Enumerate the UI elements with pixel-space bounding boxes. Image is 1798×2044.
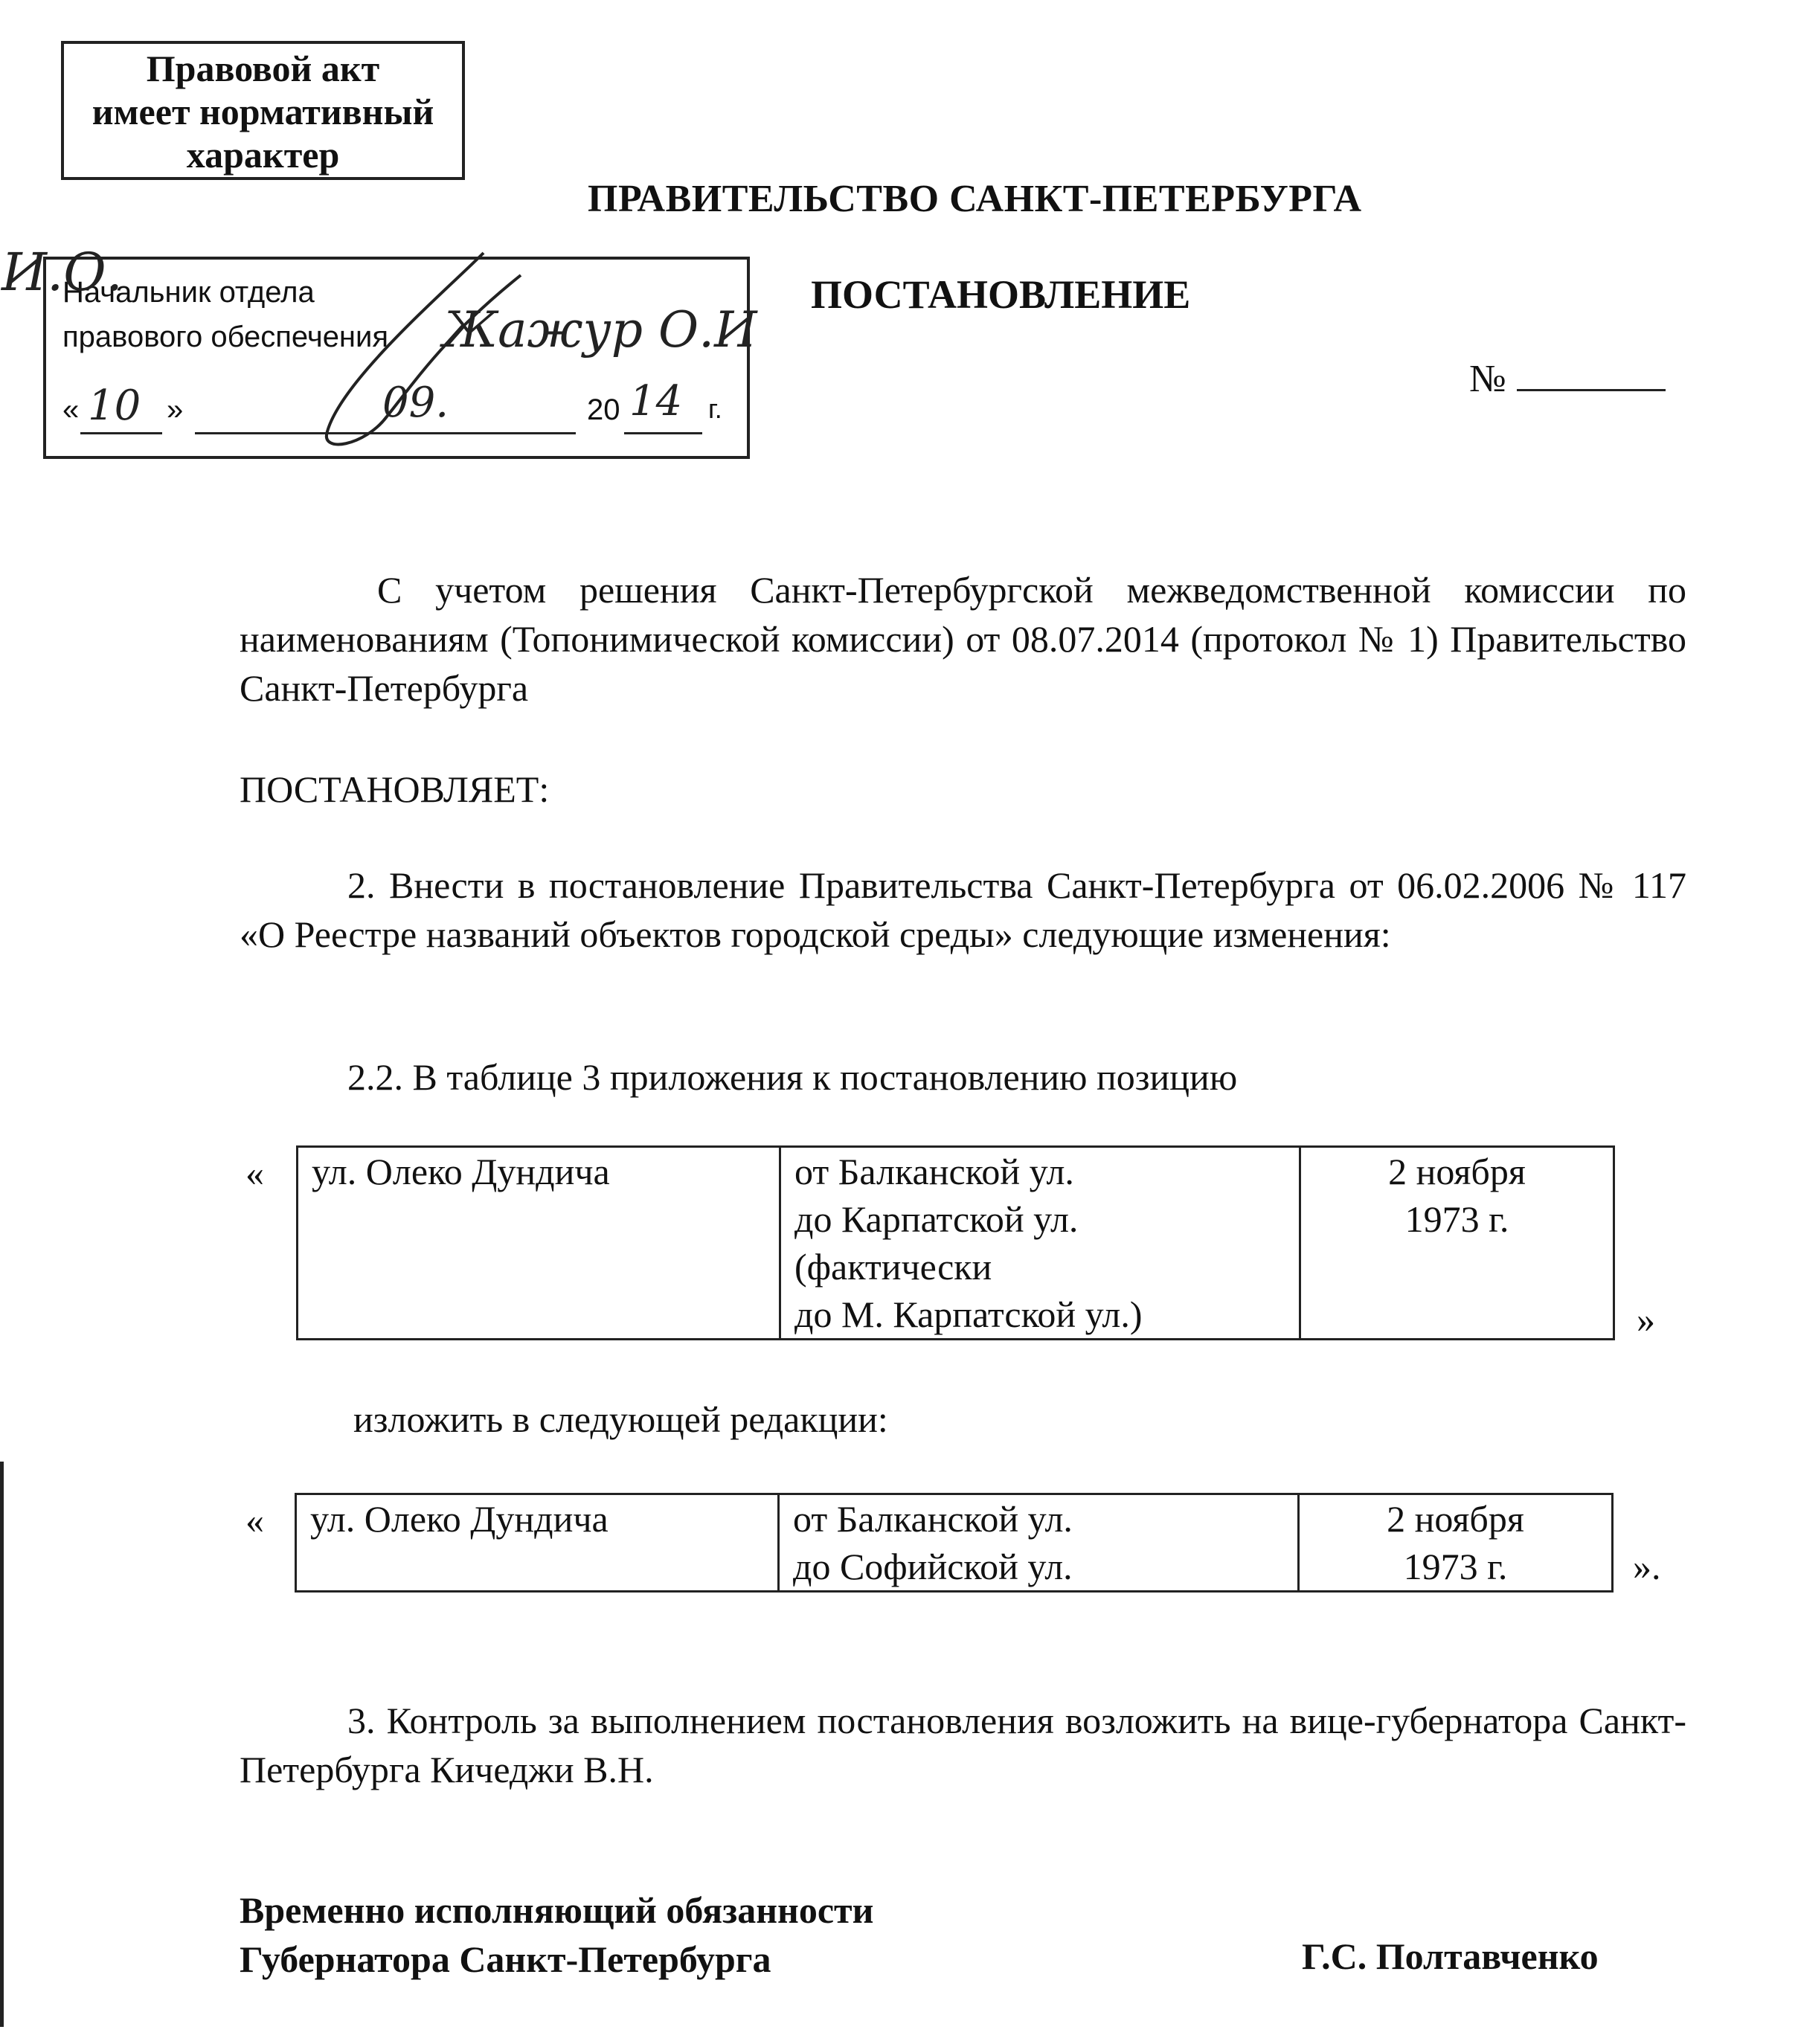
new-route-line-1: от Балканской ул.: [793, 1498, 1073, 1540]
table-row: [298, 1147, 1614, 1340]
old-route-line-2: до Карпатской ул.: [794, 1198, 1079, 1240]
preamble: С учетом решения Санкт-Петербургской межведомственной комиссии по наименованиям (Топонимической комиссии) от 08.07.2014 (протокол № 1) Правительство Санкт-Петербурга: [240, 569, 1686, 709]
year-unit: г.: [708, 393, 722, 424]
resolves-heading: ПОСТАНОВЛЯЕТ:: [240, 768, 550, 810]
old-route-line-3: (фактически: [794, 1246, 992, 1288]
old-date-cell: [1300, 1147, 1614, 1340]
old-street-name: ул. Олеко Дундича: [298, 1147, 780, 1340]
government-title: ПРАВИТЕЛЬСТВО САНКТ-ПЕТЕРБУРГА: [588, 178, 1362, 220]
document-number: [1469, 357, 1666, 401]
number-label: №: [1469, 358, 1506, 400]
new-route-cell: [779, 1494, 1299, 1592]
new-table-close-quote: ».: [1633, 1546, 1661, 1587]
old-table-close-quote: »: [1637, 1299, 1655, 1340]
signature-line-1: Временно исполняющий обязанности: [240, 1889, 874, 1931]
signature-stroke-icon: [298, 245, 595, 461]
normative-stamp: [61, 41, 465, 180]
document-type: ПОСТАНОВЛЕНИЕ: [811, 272, 1191, 317]
restate-text: изложить в следующей редакции:: [353, 1398, 888, 1440]
old-date-line-2: 1973 г.: [1404, 1198, 1509, 1240]
new-route-line-2: до Софийской ул.: [793, 1546, 1073, 1587]
year-prefix: 20: [587, 393, 620, 426]
stamp-line-3: характер: [186, 134, 340, 176]
new-date-cell: [1299, 1494, 1613, 1592]
year-suffix: 14: [629, 377, 683, 425]
old-date-line-1: 2 ноября: [1388, 1151, 1526, 1192]
approval-stamp-line-2: правового обеспечения: [62, 321, 389, 353]
old-route-line-1: от Балканской ул.: [794, 1151, 1074, 1192]
new-position-table: [295, 1493, 1614, 1593]
approval-stamp-line-1: Начальник отдела: [62, 276, 315, 309]
signer-name: Г.С. Полтавченко: [1302, 1935, 1599, 1977]
signature-line-2: Губернатора Санкт-Петербурга: [240, 1938, 771, 1980]
number-blank: [1517, 359, 1666, 391]
item-2-2: 2.2. В таблице 3 приложения к постановлению позицию: [347, 1056, 1238, 1098]
date-month: 09.: [382, 379, 449, 427]
date-day: 10: [88, 382, 141, 430]
item-2: 2. Внести в постановление Правительства Санкт-Петербурга от 06.02.2006 № 117 «О Реестре названий объектов городской среды» следующие изменения:: [240, 864, 1686, 955]
old-route-cell: [780, 1147, 1300, 1340]
scan-margin-bar: [0, 1462, 4, 2027]
stamp-line-2: имеет нормативный: [91, 91, 434, 132]
item-3: 3. Контроль за выполнением постановления возложить на вице-губернатора Санкт-Петербурга Кичеджи В.Н.: [240, 1700, 1686, 1790]
stamp-line-1: Правовой акт: [146, 48, 380, 89]
table-row: [296, 1494, 1613, 1592]
date-close-quote: »: [167, 393, 184, 426]
new-table-open-quote: «: [245, 1500, 264, 1541]
new-date-line-1: 2 ноября: [1387, 1498, 1524, 1540]
new-date-line-2: 1973 г.: [1403, 1546, 1508, 1587]
handwritten-initials: И.О.: [1, 242, 123, 303]
date-open-quote: «: [62, 393, 80, 426]
old-table-open-quote: «: [245, 1152, 264, 1194]
old-route-line-4: до М. Карпатской ул.): [794, 1293, 1143, 1335]
new-street-name: ул. Олеко Дундича: [296, 1494, 779, 1592]
signature-position: [240, 1886, 873, 1984]
old-position-table: [296, 1145, 1615, 1340]
handwritten-signature: Жажур О.И: [443, 301, 757, 359]
